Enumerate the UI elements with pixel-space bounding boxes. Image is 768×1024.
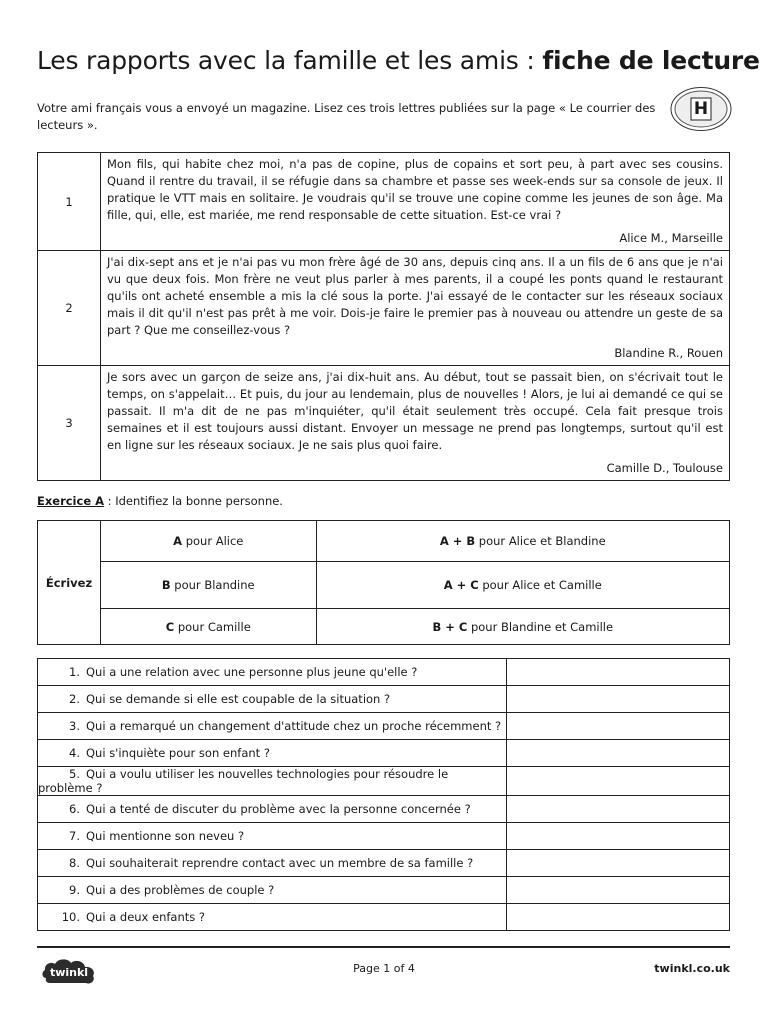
answer-cell[interactable] — [507, 850, 730, 877]
page-number: Page 1 of 4 — [353, 962, 415, 975]
letter-text: Je sors avec un garçon de seize ans, j'ai dix-huit ans. Au début, tout se passait bien, on s'écrivait tout le temps, on s'appelait… Et puis, du jour au lendemain, plus de nouvelles ! Alors, je lui ai demandé ce qui se passait. Il m'a dit de ne pas m'inquiéter, qu'il était seulement très occupé. Cela fait presque trois semaines et il est toujours aussi distant. Envoyer un message ne prend pas longtemps, surtout qu'il est en ligne sur les réseaux sociaux. Je ne sais plus quoi faire. — [107, 370, 723, 452]
question-number: 8. — [69, 856, 80, 870]
letter-text: J'ai dix-sept ans et je n'ai pas vu mon frère âgé de 30 ans, depuis cinq ans. Il a un fils de 6 ans que je n'ai vu que deux fois. Mon frère ne veut plus parler à mes parents, il a coupé les ponts quand le restaurant qu'ils ont acheté ensemble a mis la clé sous la porte. J'ai essayé de le contacter sur les réseaux sociaux mais il dit qu'il n'est pas prêt à me voir. Dois-je faire le premier pas à nouveau ou attendre un geste de sa part ? Que me conseillez-vous ? — [107, 255, 723, 337]
question-cell — [38, 686, 507, 713]
letter-number: 2 — [38, 251, 101, 366]
question-number: 3. — [69, 719, 80, 733]
question-row — [38, 713, 730, 740]
question-cell — [38, 767, 507, 796]
question-cell — [38, 850, 507, 877]
answer-cell[interactable] — [507, 904, 730, 931]
question-cell — [38, 877, 507, 904]
answer-cell[interactable] — [507, 796, 730, 823]
code-letter: A + C — [443, 578, 479, 592]
question-cell — [38, 740, 507, 767]
question-row — [38, 767, 730, 796]
letter-row — [38, 251, 730, 366]
code-desc: pour Blandine et Camille — [467, 619, 614, 634]
question-text: Qui mentionne son neveu ? — [86, 829, 245, 843]
letter-signature: Camille D., Toulouse — [606, 461, 723, 475]
letter-row — [38, 366, 730, 481]
code-letter: A + B — [439, 534, 476, 548]
question-row — [38, 659, 730, 686]
ecrivez-label: Écrivez — [38, 521, 101, 645]
question-text: Qui s'inquiète pour son enfant ? — [86, 746, 270, 760]
codes-row — [38, 562, 730, 609]
question-text: Qui souhaiterait reprendre contact avec un membre de sa famille ? — [86, 856, 474, 870]
code-desc: pour Alice et Blandine — [475, 534, 606, 548]
code-letter: A — [173, 534, 183, 548]
question-number: 2. — [69, 692, 80, 706]
question-cell — [38, 796, 507, 823]
site-url: twinkl.co.uk — [654, 962, 730, 975]
question-text: Qui a une relation avec une personne plus jeune qu'elle ? — [86, 665, 418, 679]
code-cell — [101, 609, 317, 645]
question-row — [38, 850, 730, 877]
logo-text: twinkl — [49, 966, 89, 979]
answer-codes-table — [37, 520, 730, 645]
question-row — [38, 877, 730, 904]
question-number: 5. — [69, 767, 80, 781]
footer-divider — [37, 946, 730, 948]
letters-table — [37, 152, 730, 481]
code-cell — [101, 562, 317, 609]
answer-cell[interactable] — [507, 767, 730, 796]
answer-cell[interactable] — [507, 823, 730, 850]
question-cell — [38, 904, 507, 931]
question-number: 7. — [69, 829, 80, 843]
code-desc: pour Alice et Camille — [478, 578, 602, 592]
question-row — [38, 740, 730, 767]
page-title — [37, 46, 760, 75]
answer-cell[interactable] — [507, 713, 730, 740]
letter-number: 1 — [38, 153, 101, 251]
question-number: 6. — [69, 802, 80, 816]
question-cell — [38, 659, 507, 686]
title-bold: fiche de lecture — [542, 46, 760, 75]
title-plain: Les rapports avec la famille et les amis : — [37, 46, 543, 75]
code-cell — [101, 521, 317, 562]
code-desc: pour Camille — [174, 619, 251, 634]
question-number: 4. — [69, 746, 80, 760]
code-desc: pour Alice — [182, 534, 244, 548]
exercise-heading — [37, 494, 283, 508]
question-row — [38, 823, 730, 850]
question-row — [38, 686, 730, 713]
question-cell — [38, 823, 507, 850]
level-badge-letter: H — [693, 99, 709, 119]
question-text: Qui se demande si elle est coupable de la situation ? — [86, 692, 391, 706]
questions-table — [37, 658, 730, 931]
letter-signature: Blandine R., Rouen — [614, 346, 723, 360]
exercise-instruction: : Identifiez la bonne personne. — [104, 494, 283, 508]
question-cell — [38, 713, 507, 740]
question-text: Qui a voulu utiliser les nouvelles technologies pour résoudre le problème ? — [38, 767, 449, 795]
question-text: Qui a des problèmes de couple ? — [86, 883, 275, 897]
codes-row — [38, 521, 730, 562]
letter-row — [38, 153, 730, 251]
question-number: 9. — [69, 883, 80, 897]
question-number: 10. — [61, 910, 80, 924]
code-cell — [316, 521, 729, 562]
question-row — [38, 904, 730, 931]
code-letter: B — [161, 578, 171, 592]
answer-cell[interactable] — [507, 686, 730, 713]
letter-signature: Alice M., Marseille — [619, 231, 723, 245]
code-letter: C — [165, 619, 175, 634]
question-text: Qui a remarqué un changement d'attitude chez un proche récemment ? — [86, 719, 502, 733]
code-letter: B + C — [432, 619, 468, 634]
question-row — [38, 796, 730, 823]
question-number: 1. — [69, 665, 80, 679]
question-text: Qui a deux enfants ? — [86, 910, 206, 924]
letter-cell — [101, 251, 730, 366]
letter-cell — [101, 366, 730, 481]
question-text: Qui a tenté de discuter du problème avec la personne concernée ? — [86, 802, 471, 816]
code-cell — [316, 562, 729, 609]
letter-number: 3 — [38, 366, 101, 481]
codes-row — [38, 609, 730, 645]
letter-text: Mon fils, qui habite chez moi, n'a pas de copine, plus de copains et sort peu, à part avec ses cousins. Quand il rentre du travail, il se réfugie dans sa chambre et passe ses week-ends sur sa console de jeux. Il pratique le VTT mais en solitaire. Je voudrais qu'il se trouve une copine comme les jeunes de son âge. Ma fille, qui, elle, est mariée, me rend responsable de cette situation. Est-ce vrai ? — [107, 157, 723, 222]
intro-text: Votre ami français vous a envoyé un magazine. Lisez ces trois lettres publiées sur la page « Le courrier des lecteurs ». — [37, 101, 656, 132]
exercise-label: Exercice A — [37, 494, 105, 508]
code-cell — [316, 609, 729, 645]
code-desc: pour Blandine — [170, 578, 255, 592]
letter-cell — [101, 153, 730, 251]
answer-cell[interactable] — [507, 659, 730, 686]
answer-cell[interactable] — [507, 877, 730, 904]
answer-cell[interactable] — [507, 740, 730, 767]
